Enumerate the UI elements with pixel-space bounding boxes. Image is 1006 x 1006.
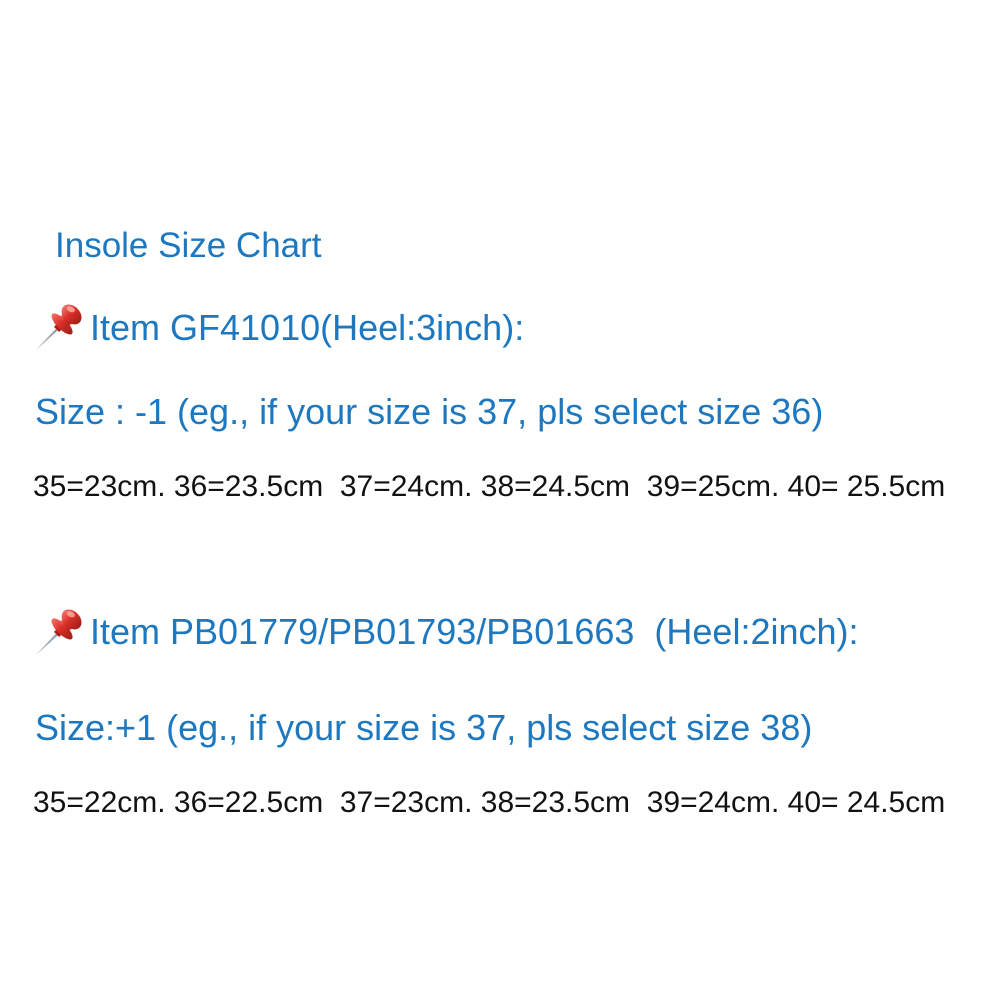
item-heading: Item GF41010(Heel:3inch): — [90, 307, 525, 348]
size-rule-text: Size:+1 (eg., if your size is 37, pls select size 38) — [35, 707, 813, 748]
size-rule-text: Size : -1 (eg., if your size is 37, pls select size 36) — [35, 391, 824, 432]
measurements-text: 35=22cm. 36=22.5cm 37=23cm. 38=23.5cm 39=24cm. 40= 24.5cm — [33, 786, 946, 819]
pushpin-icon — [30, 299, 86, 357]
pushpin-icon — [30, 604, 86, 662]
page-title: Insole Size Chart — [55, 226, 322, 265]
measurements-text: 35=23cm. 36=23.5cm 37=24cm. 38=24.5cm 39=25cm. 40= 25.5cm — [33, 470, 946, 503]
item-heading: Item PB01779/PB01793/PB01663 (Heel:2inch): — [90, 611, 859, 652]
